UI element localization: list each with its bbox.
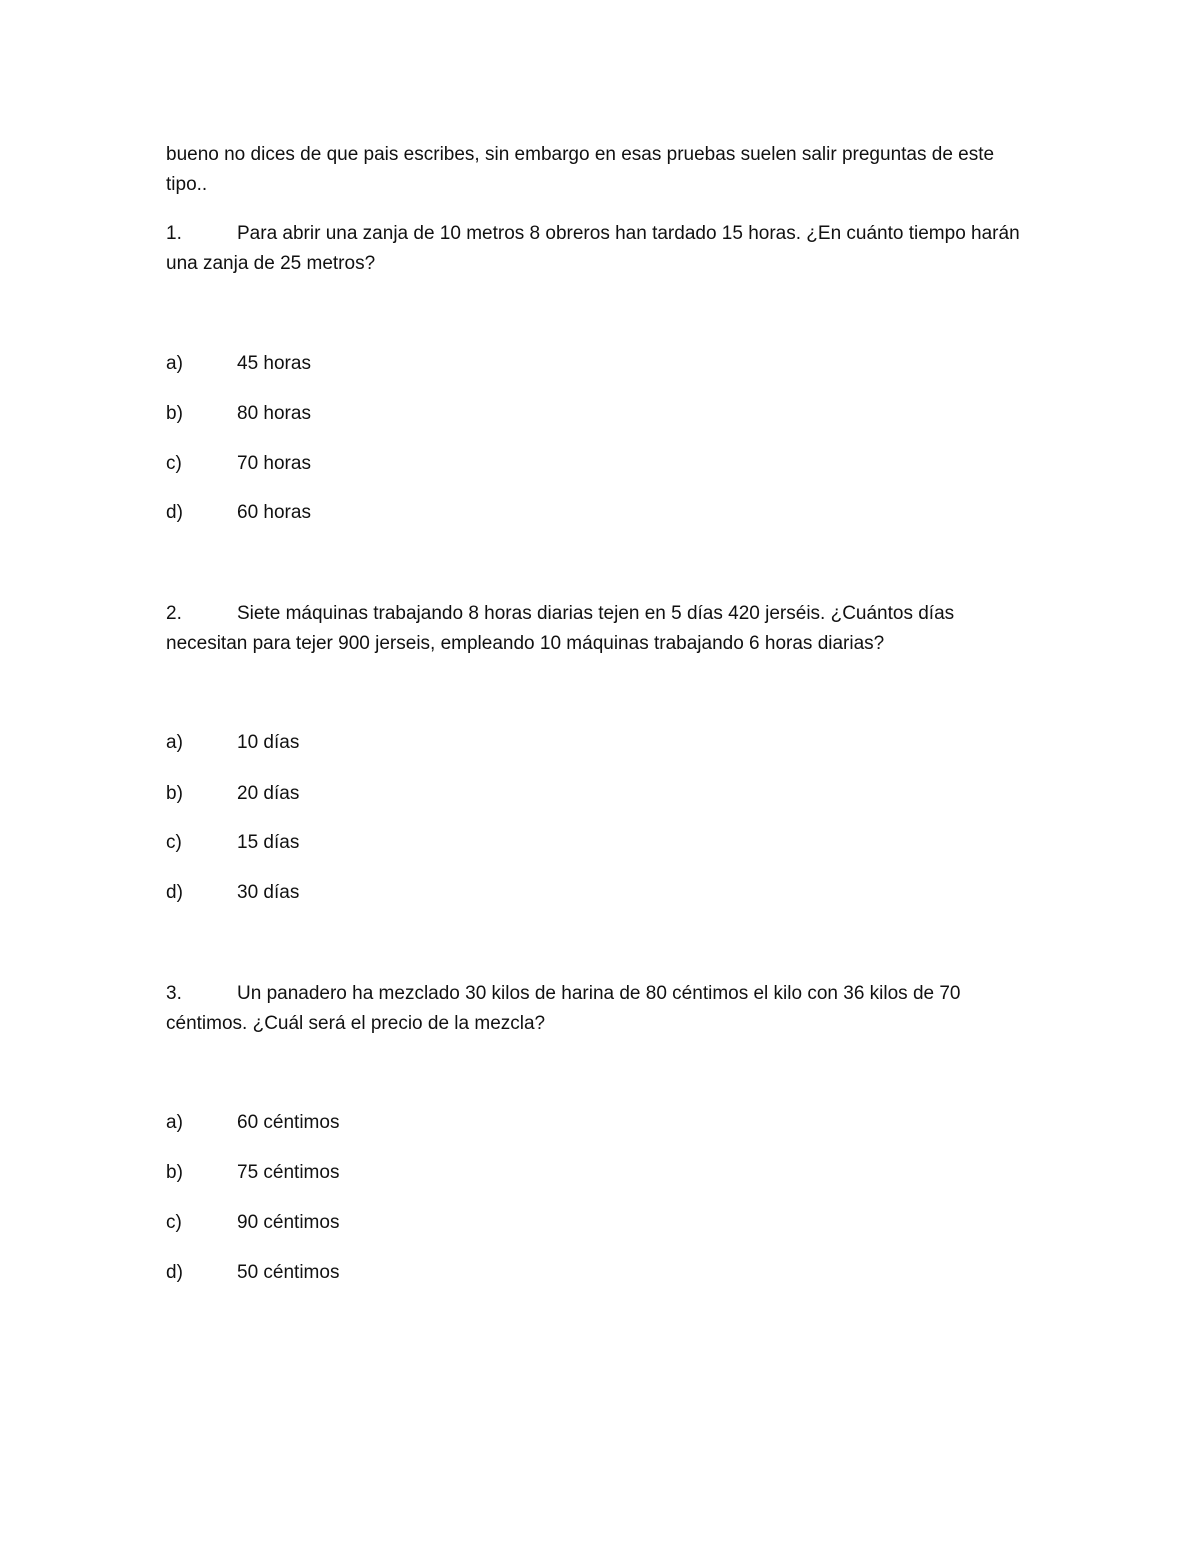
option-text: 45 horas <box>237 353 311 374</box>
option-text: 15 días <box>237 832 300 853</box>
option-3d <box>166 1258 339 1288</box>
intro-paragraph: bueno no dices de que pais escribes, sin embargo en esas pruebas suelen salir preguntas de este tipo.. <box>166 144 995 195</box>
option-2d <box>166 878 299 908</box>
question-1 <box>166 219 1026 279</box>
option-text: 90 céntimos <box>237 1212 340 1233</box>
option-text: 60 céntimos <box>237 1112 340 1133</box>
question-number: 3. <box>166 983 182 1004</box>
option-text: 20 días <box>237 783 300 804</box>
option-text: 30 días <box>237 882 300 903</box>
option-text: 10 días <box>237 732 300 753</box>
option-letter: a) <box>166 1112 183 1133</box>
option-3c <box>166 1208 339 1238</box>
option-2c <box>166 828 299 858</box>
option-1b <box>166 399 311 429</box>
option-letter: c) <box>166 1212 182 1233</box>
option-text: 60 horas <box>237 502 311 523</box>
question-text: Un panadero ha mezclado 30 kilos de harina de 80 céntimos el kilo con 36 kilos de 70 céntimos. ¿Cuál será el precio de la mezcla? <box>166 983 961 1034</box>
question-3 <box>166 979 1026 1039</box>
question-text: Siete máquinas trabajando 8 horas diarias tejen en 5 días 420 jerséis. ¿Cuántos días necesitan para tejer 900 jerseis, empleando 10 máquinas trabajando 6 horas diarias? <box>166 603 955 654</box>
question-number: 2. <box>166 603 182 624</box>
option-letter: d) <box>166 882 183 903</box>
option-2a <box>166 728 299 758</box>
option-text: 75 céntimos <box>237 1162 340 1183</box>
option-letter: b) <box>166 1162 183 1183</box>
option-letter: c) <box>166 453 182 474</box>
option-3b <box>166 1158 339 1188</box>
question-text: Para abrir una zanja de 10 metros 8 obreros han tardado 15 horas. ¿En cuánto tiempo harán una zanja de 25 metros? <box>166 223 1020 274</box>
option-text: 80 horas <box>237 403 311 424</box>
option-text: 70 horas <box>237 453 311 474</box>
option-3a <box>166 1108 339 1138</box>
option-text: 50 céntimos <box>237 1262 340 1283</box>
option-letter: a) <box>166 353 183 374</box>
question-2 <box>166 599 1026 659</box>
option-letter: d) <box>166 502 183 523</box>
option-2b <box>166 779 299 809</box>
option-1a <box>166 349 311 379</box>
option-1c <box>166 449 311 479</box>
question-number: 1. <box>166 223 182 244</box>
option-letter: d) <box>166 1262 183 1283</box>
option-letter: a) <box>166 732 183 753</box>
option-letter: b) <box>166 403 183 424</box>
option-1d <box>166 498 311 528</box>
option-letter: b) <box>166 783 183 804</box>
option-letter: c) <box>166 832 182 853</box>
